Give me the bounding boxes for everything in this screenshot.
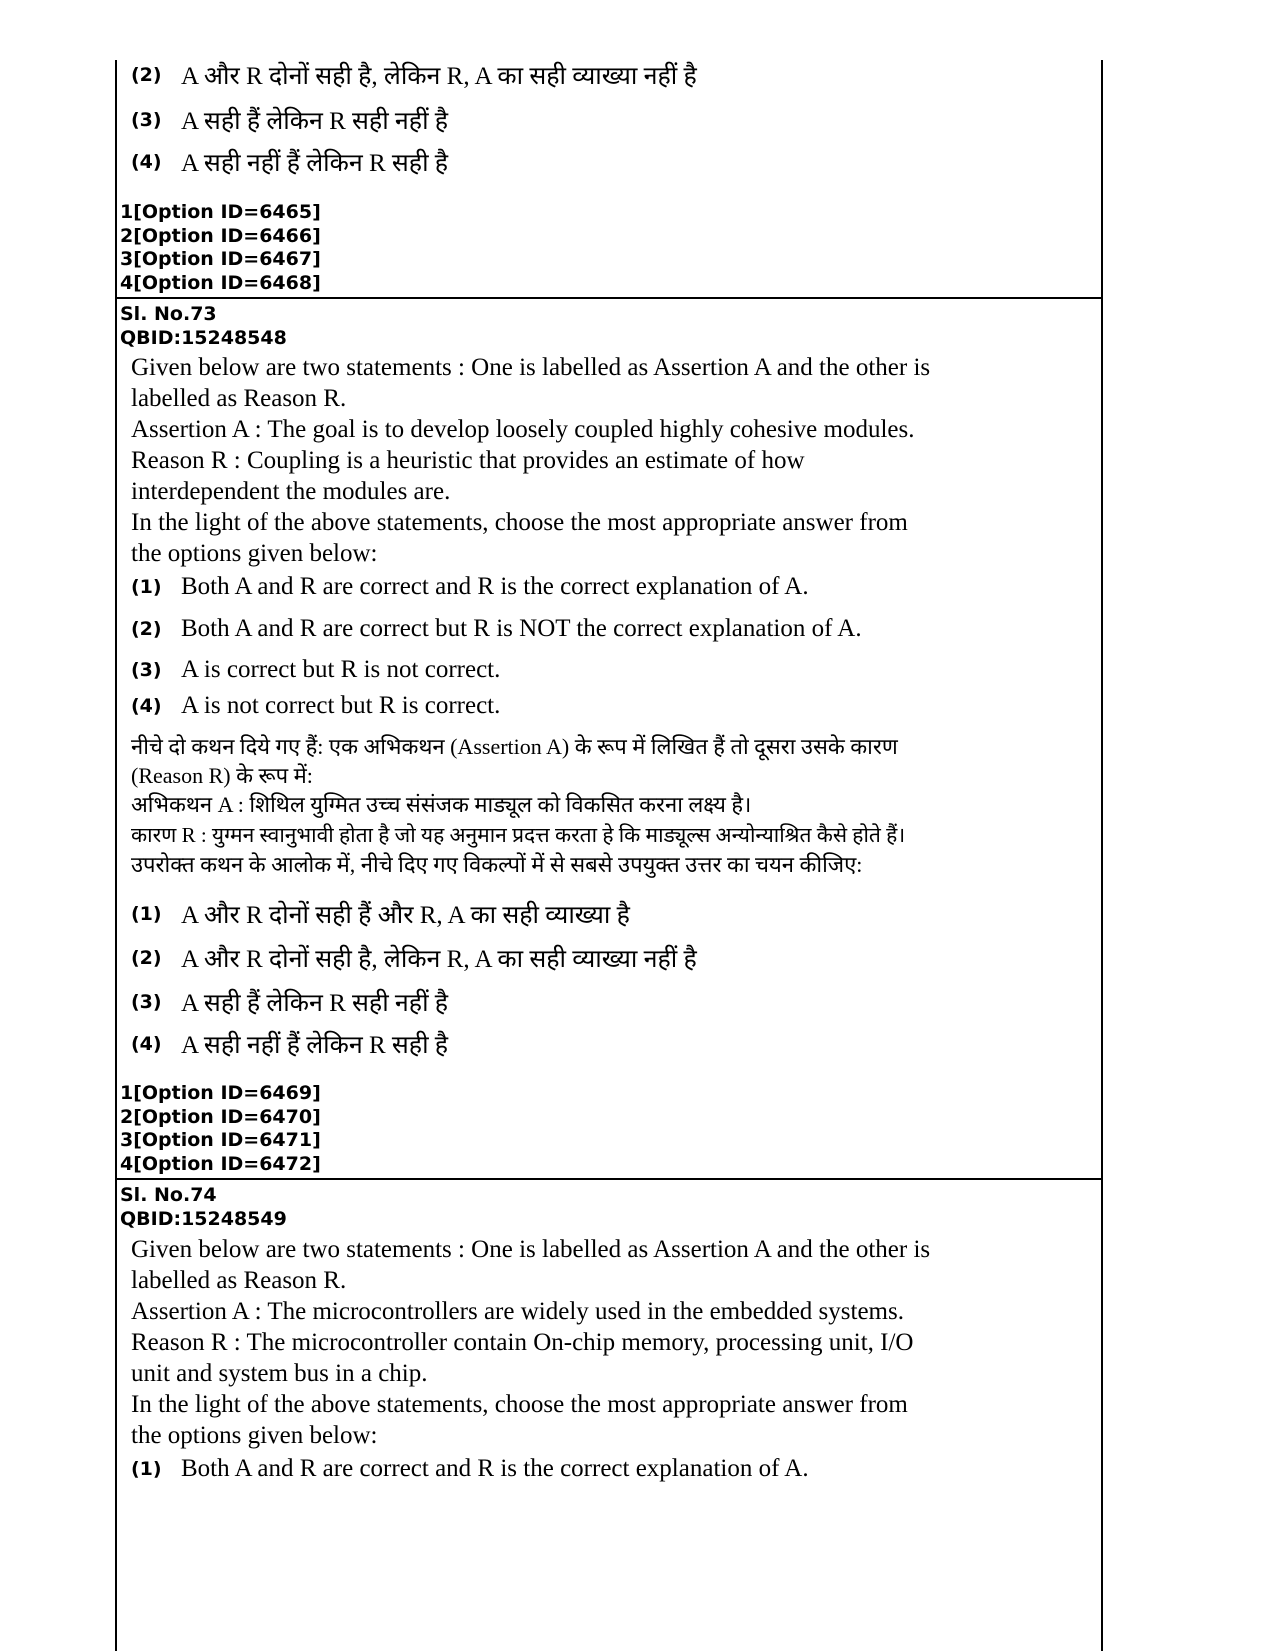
option-hi-2	[131, 58, 697, 92]
serial-number: Sl. No.74	[120, 1184, 217, 1206]
option-text: A सही हैं लेकिन R सही नहीं है	[181, 990, 449, 1017]
stem-line: कारण R : युग्मन स्वानुभावी होता है जो यह अनुमान प्रदत्त करता हे कि माड्यूल्स अन्योन्याश्रित कैसे होते हैं।	[131, 823, 906, 847]
stem-line: labelled as Reason R.	[131, 1267, 347, 1294]
stem-line: Given below are two statements : One is labelled as Assertion A and the other is	[131, 354, 931, 381]
option-id: 1[Option ID=6469]	[120, 1082, 321, 1104]
option-number: (4)	[131, 1033, 162, 1055]
option-id-list	[120, 1082, 321, 1176]
option-number: (4)	[131, 151, 162, 173]
stem-line: Reason R : Coupling is a heuristic that provides an estimate of how	[131, 447, 805, 474]
option-en-1	[131, 573, 809, 601]
option-text: A is correct but R is not correct.	[181, 656, 501, 683]
option-hi-4	[131, 145, 448, 179]
row-divider	[115, 297, 1103, 299]
option-hi-2	[131, 941, 697, 975]
stem-line: नीचे दो कथन दिये गए हैं: एक अभिकथन (Assertion A) के रूप में लिखित हैं तो दूसरा उसके कारण	[131, 734, 898, 759]
option-hi-4	[131, 1027, 448, 1061]
question-header	[120, 1184, 287, 1231]
stem-line: unit and system bus in a chip.	[131, 1360, 428, 1387]
option-text: A सही नहीं हैं लेकिन R सही है	[181, 1032, 449, 1059]
stem-line: (Reason R) के रूप में:	[131, 763, 313, 788]
option-number: (1)	[131, 903, 162, 925]
option-number: (3)	[131, 659, 162, 681]
stem-line: Assertion A : The goal is to develop loosely coupled highly cohesive modules.	[131, 416, 915, 443]
option-hi-3	[131, 985, 448, 1019]
option-text: A सही हैं लेकिन R सही नहीं है	[181, 108, 449, 135]
qbid: QBID:15248549	[120, 1207, 287, 1230]
stem-line: Given below are two statements : One is labelled as Assertion A and the other is	[131, 1236, 931, 1263]
qbid: QBID:15248548	[120, 326, 287, 349]
option-id-list	[120, 201, 321, 295]
stem-line: अभिकथन A : शिथिल युग्मित उच्च संसंजक माड्यूल को विकसित करना लक्ष्य है।	[131, 792, 752, 817]
serial-number: Sl. No.73	[120, 303, 217, 325]
stem-line: In the light of the above statements, choose the most appropriate answer from	[131, 509, 908, 536]
option-en-1	[131, 1455, 809, 1483]
option-number: (4)	[131, 695, 162, 717]
option-text: A और R दोनों सही है, लेकिन R, A का सही व्याख्या नहीं है	[181, 946, 697, 973]
option-id: 3[Option ID=6471]	[120, 1129, 321, 1151]
option-id: 3[Option ID=6467]	[120, 248, 321, 270]
option-id: 4[Option ID=6468]	[120, 271, 321, 294]
option-id: 2[Option ID=6466]	[120, 224, 321, 247]
option-number: (1)	[131, 1458, 162, 1480]
stem-line: Reason R : The microcontroller contain On-chip memory, processing unit, I/O	[131, 1329, 914, 1356]
option-text: Both A and R are correct but R is NOT the correct explanation of A.	[181, 615, 862, 642]
option-text: A और R दोनों सही है, लेकिन R, A का सही व्याख्या नहीं है	[181, 63, 697, 90]
stem-line: उपरोक्त कथन के आलोक में, नीचे दिए गए विकल्पों में से सबसे उपयुक्त उत्तर का चयन कीजिए:	[131, 852, 863, 877]
option-text: A और R दोनों सही हैं और R, A का सही व्याख्या है	[181, 902, 630, 929]
option-id: 1[Option ID=6465]	[120, 201, 321, 223]
question-stem-hi	[131, 731, 1031, 880]
option-text: A सही नहीं हैं लेकिन R सही है	[181, 150, 449, 177]
option-en-3	[131, 656, 500, 684]
stem-line: the options given below:	[131, 1422, 378, 1449]
question-stem-en	[131, 352, 1061, 569]
option-number: (3)	[131, 991, 162, 1013]
option-id: 4[Option ID=6472]	[120, 1152, 321, 1175]
question-stem-en	[131, 1234, 1061, 1451]
option-number: (1)	[131, 576, 162, 598]
option-en-4	[131, 692, 500, 720]
row-divider	[115, 1178, 1103, 1180]
option-number: (3)	[131, 109, 162, 131]
option-en-2	[131, 615, 862, 643]
option-number: (2)	[131, 947, 162, 969]
option-text: A is not correct but R is correct.	[181, 692, 501, 719]
stem-line: the options given below:	[131, 540, 378, 567]
option-number: (2)	[131, 64, 162, 86]
stem-line: In the light of the above statements, choose the most appropriate answer from	[131, 1391, 908, 1418]
question-header	[120, 303, 287, 350]
option-number: (2)	[131, 618, 162, 640]
stem-line: Assertion A : The microcontrollers are widely used in the embedded systems.	[131, 1298, 904, 1325]
option-hi-3	[131, 103, 448, 137]
option-id: 2[Option ID=6470]	[120, 1105, 321, 1128]
option-text: Both A and R are correct and R is the correct explanation of A.	[181, 573, 809, 600]
option-hi-1	[131, 897, 630, 931]
option-text: Both A and R are correct and R is the correct explanation of A.	[181, 1455, 809, 1482]
stem-line: labelled as Reason R.	[131, 385, 347, 412]
stem-line: interdependent the modules are.	[131, 478, 451, 505]
